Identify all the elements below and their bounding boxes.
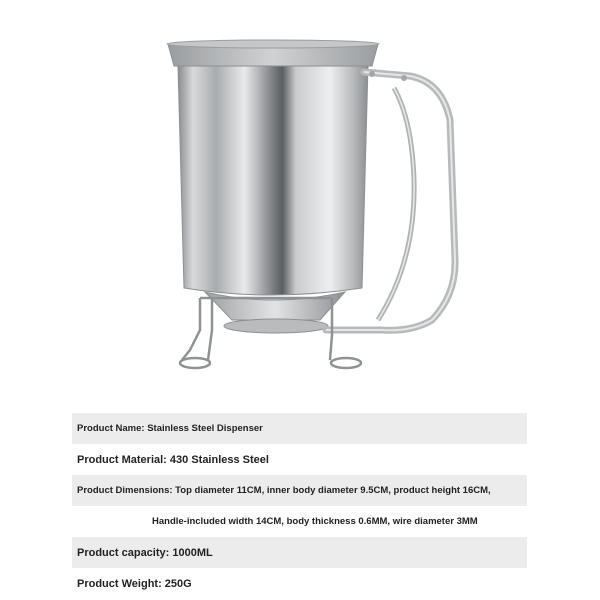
spec-row-dimensions: Product Dimensions: Top diameter 11CM, inner body diameter 9.5CM, product height 16CM, xyxy=(72,475,527,506)
spec-row-capacity: Product capacity: 1000ML xyxy=(72,537,527,568)
spec-row-material: Product Material: 430 Stainless Steel xyxy=(77,453,269,466)
spec-row-name: Product Name: Stainless Steel Dispenser xyxy=(72,413,527,444)
spec-row-dimensions-cont: Handle-included width 14CM, body thickness 0.6MM, wire diameter 3MM xyxy=(152,516,478,527)
spec-row-weight: Product Weight: 250G xyxy=(77,577,192,590)
spec-table xyxy=(72,413,527,599)
dispenser-photo xyxy=(150,30,480,380)
